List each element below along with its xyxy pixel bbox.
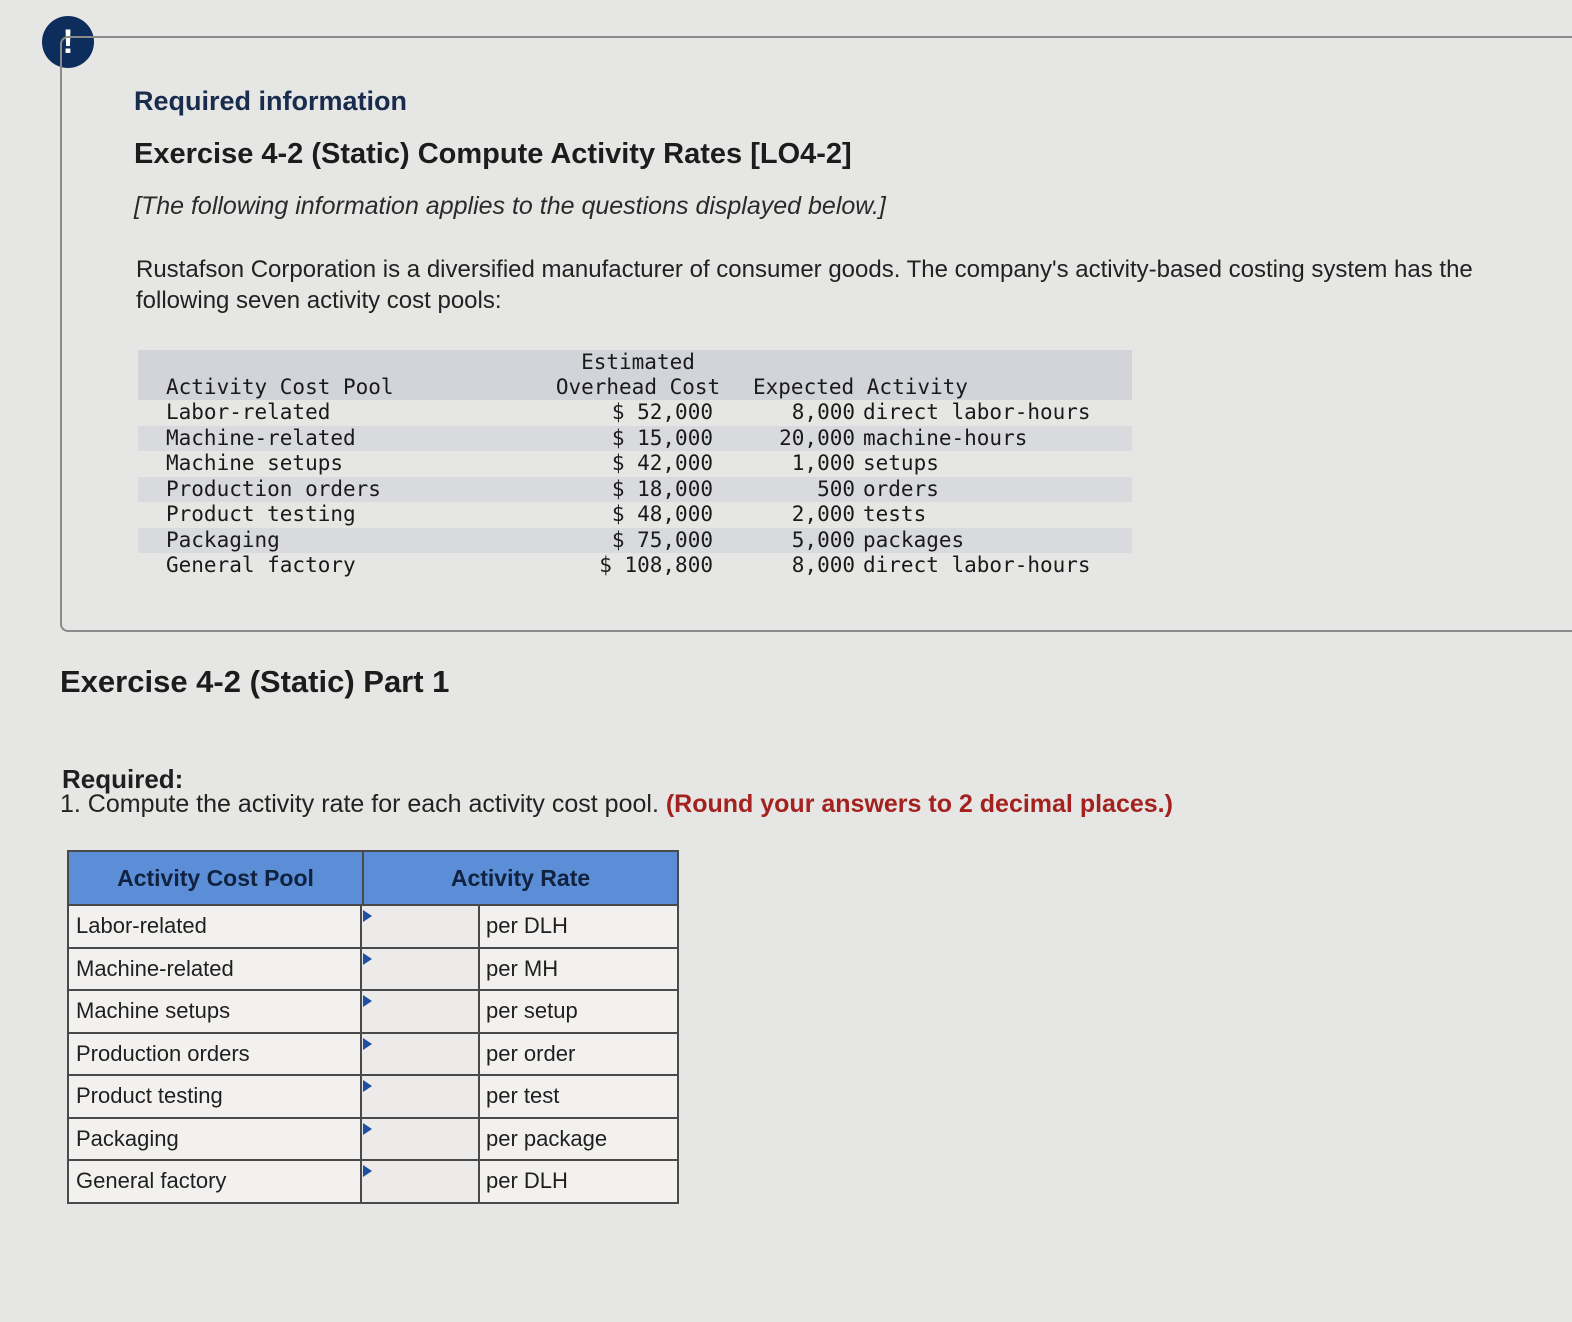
row-pool: General factory	[166, 553, 356, 577]
row-unit: packages	[863, 527, 965, 552]
rate-input-packaging[interactable]	[362, 1119, 480, 1160]
activity-rate-answer-table	[67, 850, 679, 1204]
alert-icon: !	[42, 16, 94, 68]
answer-row-pool: General factory	[69, 1161, 362, 1202]
answer-row	[69, 1032, 677, 1075]
info-note: [The following information applies to the questions displayed below.]	[134, 192, 886, 220]
answer-row	[69, 1074, 677, 1117]
answer-row	[69, 989, 677, 1032]
row-pool: Machine setups	[166, 451, 344, 475]
table-row	[138, 553, 1132, 579]
round-note: (Round your answers to 2 decimal places.)	[665, 790, 1173, 818]
header-cost-line2: Overhead Cost	[555, 375, 721, 399]
table-row	[138, 400, 1132, 426]
intro-paragraph: Rustafson Corporation is a diversified manufacturer of consumer goods. The company's activity-based costing system has the following seven activity cost pools:	[136, 256, 1473, 314]
input-marker-icon	[363, 1080, 372, 1092]
row-cost: $ 52,000	[611, 400, 713, 424]
rate-input-cell	[362, 1161, 480, 1202]
row-unit: orders	[863, 476, 939, 501]
row-cost: $ 15,000	[611, 425, 713, 450]
answer-row	[69, 1159, 677, 1202]
row-qty: 8,000	[791, 553, 855, 577]
rate-input-machine-setups[interactable]	[362, 991, 480, 1032]
table-row	[138, 426, 1132, 452]
cost-table-header	[138, 350, 1132, 400]
table-row	[138, 477, 1132, 503]
required-info-heading: Required information	[134, 86, 408, 116]
part-title: Exercise 4-2 (Static) Part 1	[60, 664, 450, 699]
answer-row-pool: Packaging	[69, 1119, 362, 1160]
exercise-title: Exercise 4-2 (Static) Compute Activity Rates [LO4-2]	[134, 138, 852, 170]
answer-row	[69, 904, 677, 947]
answer-header-pool: Activity Cost Pool	[69, 852, 364, 904]
row-pool: Machine-related	[166, 425, 356, 450]
input-marker-icon	[363, 953, 372, 965]
answer-table-header	[69, 852, 677, 904]
answer-row-pool: Machine-related	[69, 949, 362, 990]
rate-input-production-orders[interactable]	[362, 1034, 480, 1075]
rate-input-cell	[362, 991, 480, 1032]
question-text	[60, 790, 1173, 819]
row-cost: $ 75,000	[611, 527, 713, 552]
row-qty: 5,000	[791, 527, 855, 552]
input-marker-icon	[363, 910, 372, 922]
table-row	[138, 528, 1132, 554]
question-body: 1. Compute the activity rate for each activity cost pool.	[60, 790, 659, 818]
required-label: Required:	[62, 764, 184, 794]
cost-pool-table	[138, 350, 1132, 579]
input-marker-icon	[363, 995, 372, 1007]
rate-input-machine-related[interactable]	[362, 949, 480, 990]
table-row	[138, 451, 1132, 477]
row-unit: direct labor-hours	[863, 553, 1091, 577]
answer-row-unit: per package	[480, 1119, 677, 1160]
row-pool: Labor-related	[166, 400, 331, 424]
rate-input-cell	[362, 906, 480, 947]
header-expected-activity: Expected Activity	[753, 375, 968, 399]
row-pool: Product testing	[166, 502, 356, 526]
rate-input-cell	[362, 1034, 480, 1075]
answer-row-unit: per MH	[480, 949, 677, 990]
row-unit: tests	[863, 502, 927, 526]
answer-row-pool: Machine setups	[69, 991, 362, 1032]
row-unit: machine-hours	[863, 425, 1028, 450]
header-estimated-overhead-cost	[553, 350, 723, 400]
input-marker-icon	[363, 1038, 372, 1050]
row-cost: $ 48,000	[611, 502, 713, 526]
rate-input-cell	[362, 1076, 480, 1117]
answer-row-unit: per setup	[480, 991, 677, 1032]
answer-header-rate: Activity Rate	[450, 864, 591, 891]
answer-row-unit: per test	[480, 1076, 677, 1117]
row-pool: Production orders	[166, 476, 381, 501]
row-unit: setups	[863, 451, 939, 475]
row-cost: $ 42,000	[611, 451, 713, 475]
answer-row-pool: Labor-related	[69, 906, 362, 947]
rate-input-product-testing[interactable]	[362, 1076, 480, 1117]
answer-row	[69, 1117, 677, 1160]
rate-input-cell	[362, 949, 480, 990]
row-qty: 1,000	[791, 451, 855, 475]
row-cost: $ 18,000	[611, 476, 713, 501]
header-cost-line1: Estimated	[581, 350, 695, 374]
answer-row-pool: Production orders	[69, 1034, 362, 1075]
row-qty: 2,000	[791, 502, 855, 526]
answer-row-pool: Product testing	[69, 1076, 362, 1117]
rate-input-general-factory[interactable]	[362, 1161, 480, 1202]
row-cost: $ 108,800	[599, 553, 713, 577]
rate-input-labor-related[interactable]	[362, 906, 480, 947]
answer-row-unit: per DLH	[480, 906, 677, 947]
input-marker-icon	[363, 1123, 372, 1135]
header-activity-cost-pool: Activity Cost Pool	[166, 375, 394, 399]
row-qty: 500	[817, 476, 855, 501]
rate-input-cell	[362, 1119, 480, 1160]
table-row	[138, 502, 1132, 528]
answer-row-unit: per order	[480, 1034, 677, 1075]
answer-row-unit: per DLH	[480, 1161, 677, 1202]
row-qty: 20,000	[779, 425, 855, 450]
row-qty: 8,000	[791, 400, 855, 424]
row-pool: Packaging	[166, 527, 280, 552]
input-marker-icon	[363, 1165, 372, 1177]
answer-row	[69, 947, 677, 990]
row-unit: direct labor-hours	[863, 400, 1091, 424]
